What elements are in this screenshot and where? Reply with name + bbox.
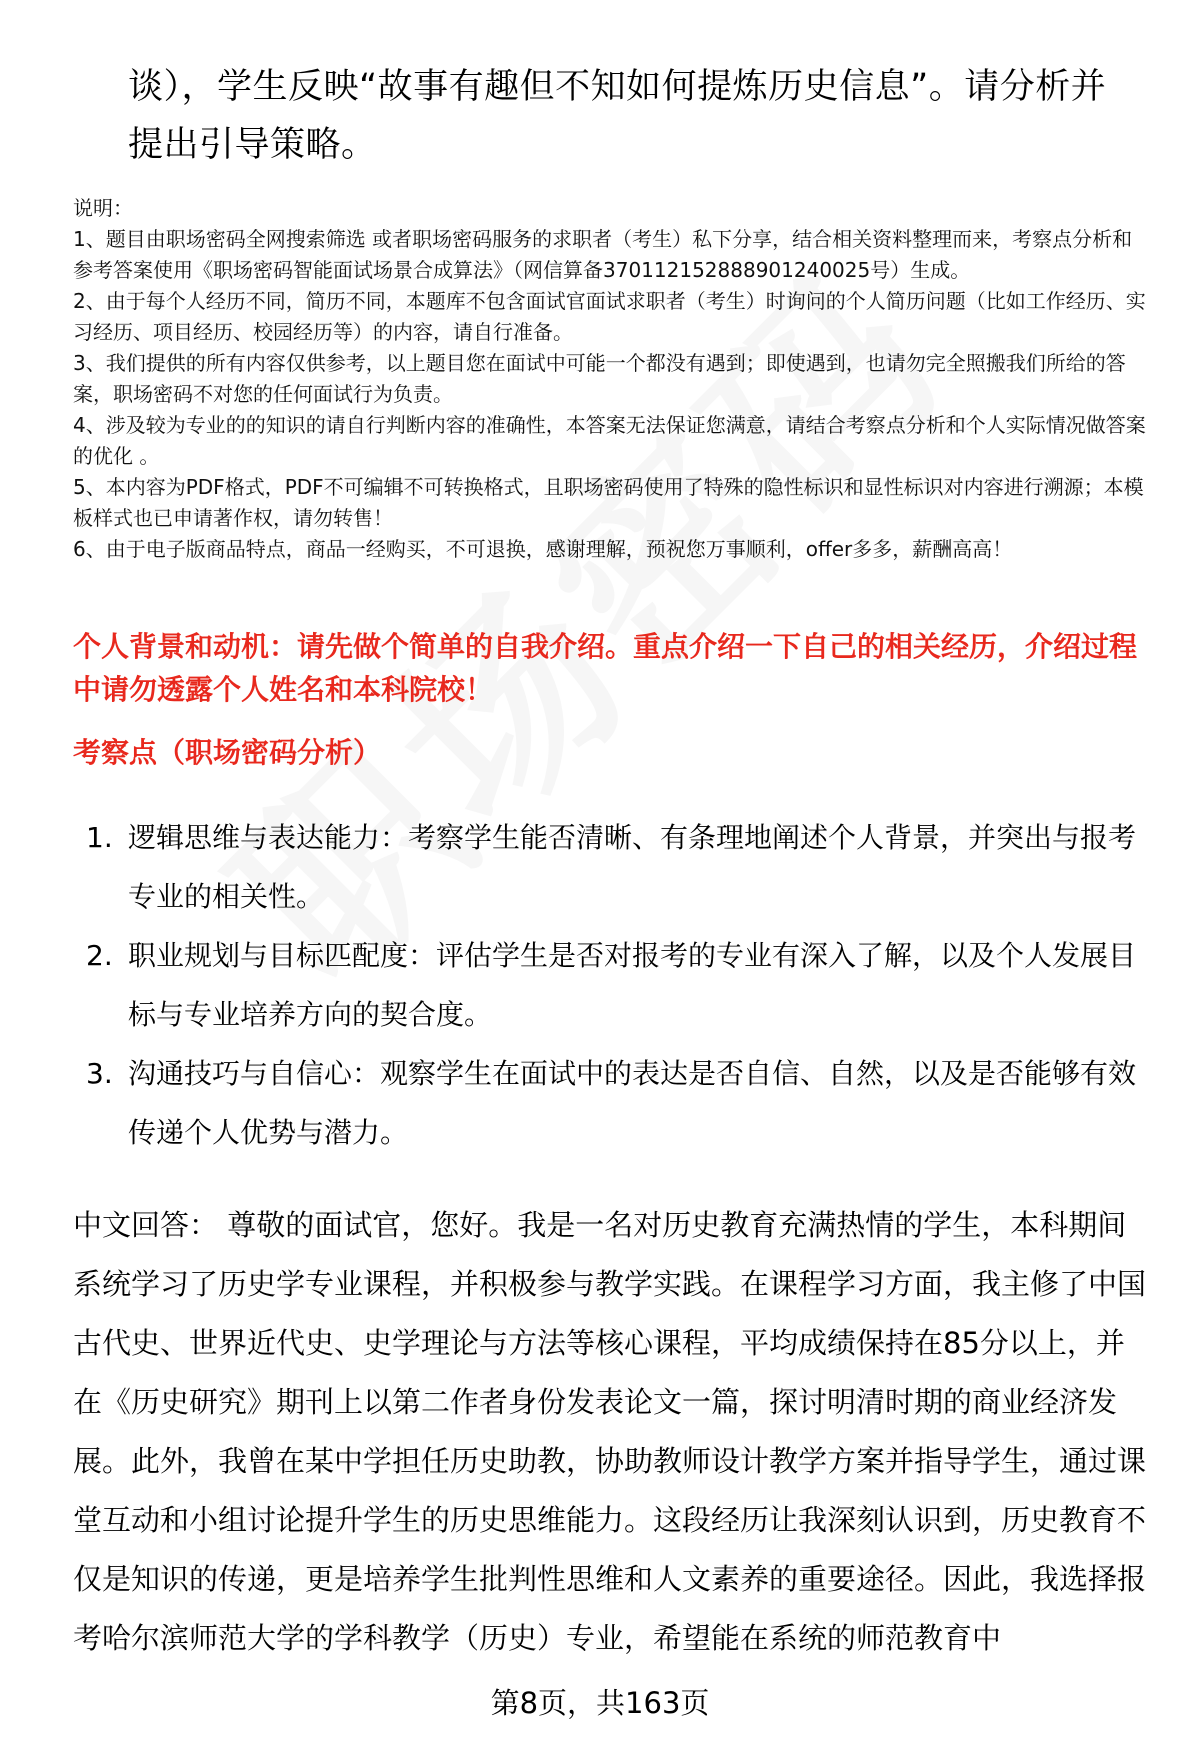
answer-label: 中文回答： xyxy=(73,1208,219,1242)
analysis-points-list xyxy=(73,808,1148,1162)
analysis-heading: 考察点（职场密码分析） xyxy=(73,736,382,769)
notes-block xyxy=(73,193,1151,565)
notes-item: 4、涉及较为专业的的知识的请自行判断内容的准确性，本答案无法保证您满意，请结合考察点分析和个人实际情况做答案的优化 。 xyxy=(73,413,1146,468)
answer-paragraph xyxy=(73,1196,1151,1668)
question-title: 个人背景和动机：请先做个简单的自我介绍。重点介绍一下自己的相关经历，介绍过程中请勿透露个人姓名和本科院校！ xyxy=(73,630,1138,706)
notes-heading: 说明： xyxy=(73,196,133,220)
point-text: 逻辑思维与表达能力：考察学生能否清晰、有条理地阐述个人背景，并突出与报考专业的相关性。 xyxy=(128,821,1137,913)
point-number: 3. xyxy=(86,1057,113,1090)
notes-item: 2、由于每个人经历不同，简历不同，本题库不包含面试官面试求职者（考生）时询问的个人简历问题（比如工作经历、实习经历、项目经历、校园经历等）的内容，请自行准备。 xyxy=(73,289,1146,344)
notes-item: 6、由于电子版商品特点，商品一经购买，不可退换，感谢理解，预祝您万事顺利，offer多多，薪酬高高！ xyxy=(73,537,1013,561)
notes-item: 3、我们提供的所有内容仅供参考，以上题目您在面试中可能一个都没有遇到；即使遇到，也请勿完全照搬我们所给的答案，职场密码不对您的任何面试行为负责。 xyxy=(73,351,1126,406)
analysis-point xyxy=(73,926,1148,1044)
page-number-footer: 第8页，共163页 xyxy=(490,1686,710,1720)
point-number: 1. xyxy=(86,821,113,854)
notes-item: 5、本内容为PDF格式，PDF不可编辑不可转换格式，且职场密码使用了特殊的隐性标识和显性标识对内容进行溯源；本模板样式也已申请著作权，请勿转售！ xyxy=(73,475,1144,530)
point-text: 职业规划与目标匹配度：评估学生是否对报考的专业有深入了解，以及个人发展目标与专业培养方向的契合度。 xyxy=(128,939,1137,1031)
notes-item: 1、题目由职场密码全网搜索筛选 或者职场密码服务的求职者（考生）私下分享，结合相关资料整理而来，考察点分析和参考答案使用《职场密码智能面试场景合成算法》（网信算备370112152888901240025号）生成。 xyxy=(73,227,1133,282)
analysis-point xyxy=(73,808,1148,926)
question-continuation: 谈），学生反映“故事有趣但不知如何提炼历史信息”。请分析并提出引导策略。 xyxy=(128,67,1107,165)
analysis-point xyxy=(73,1044,1148,1162)
point-text: 沟通技巧与自信心：观察学生在面试中的表达是否自信、自然，以及是否能够有效传递个人优势与潜力。 xyxy=(128,1057,1137,1149)
answer-text: 尊敬的面试官，您好。我是一名对历史教育充满热情的学生，本科期间系统学习了历史学专业课程，并积极参与教学实践。在课程学习方面，我主修了中国古代史、世界近代史、史学理论与方法等核心课程，平均成绩保持在85分以上，并在《历史研究》期刊上以第二作者身份发表论文一篇，探讨明清时期的商业经济发展。此外，我曾在某中学担任历史助教，协助教师设计教学方案并指导学生，通过课堂互动和小组讨论提升学生的历史思维能力。这段经历让我深刻认识到，历史教育不仅是知识的传递，更是培养学生批判性思维和人文素养的重要途径。因此，我选择报考哈尔滨师范大学的学科教学（历史）专业，希望能在系统的师范教育中 xyxy=(73,1208,1147,1655)
point-number: 2. xyxy=(86,939,113,972)
